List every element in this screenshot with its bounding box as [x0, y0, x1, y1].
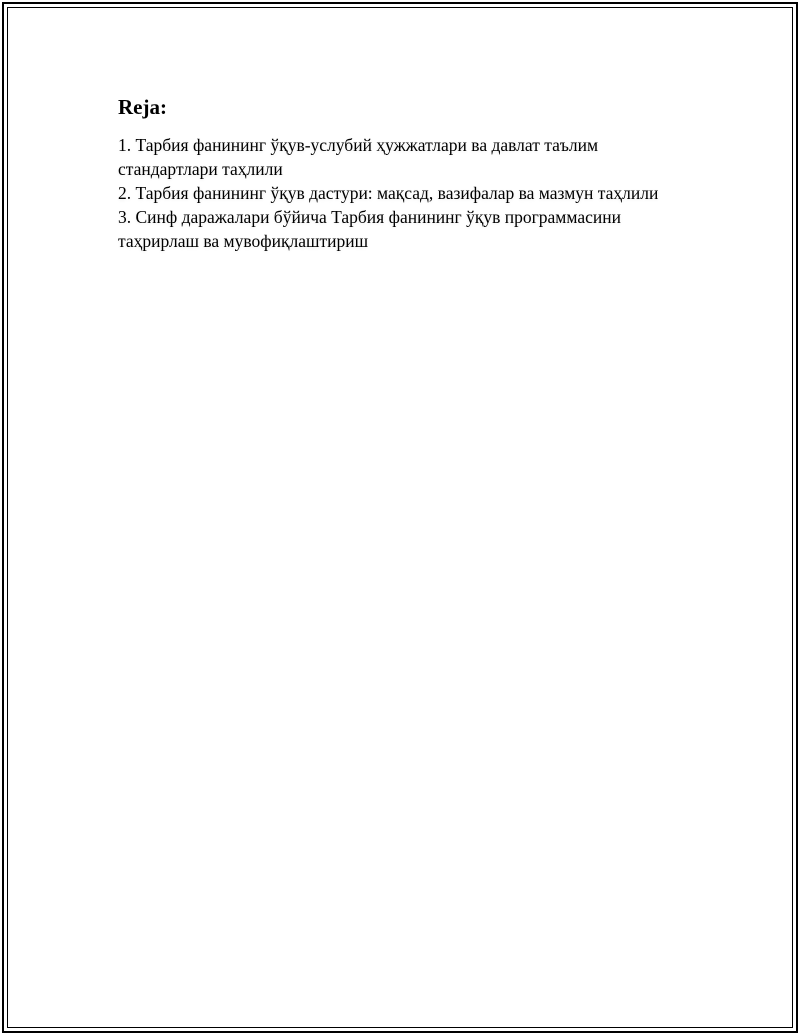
plan-item-1: 1. Тарбия фанининг ўқув-услубий ҳужжатлари ва давлат таълим стандартлари таҳлили — [118, 135, 599, 179]
plan-heading: Reja: — [118, 95, 167, 119]
plan-item-2: 2. Тарбия фанининг ўқув дастури: мақсад, вазифалар ва мазмун таҳлили — [118, 183, 659, 203]
plan-list — [118, 133, 678, 253]
plan-item-3: 3. Синф даражалари бўйича Тарбия фанининг ўқув программасини таҳрирлаш ва мувофиқлаштириш — [118, 207, 621, 251]
document-body — [118, 95, 678, 253]
